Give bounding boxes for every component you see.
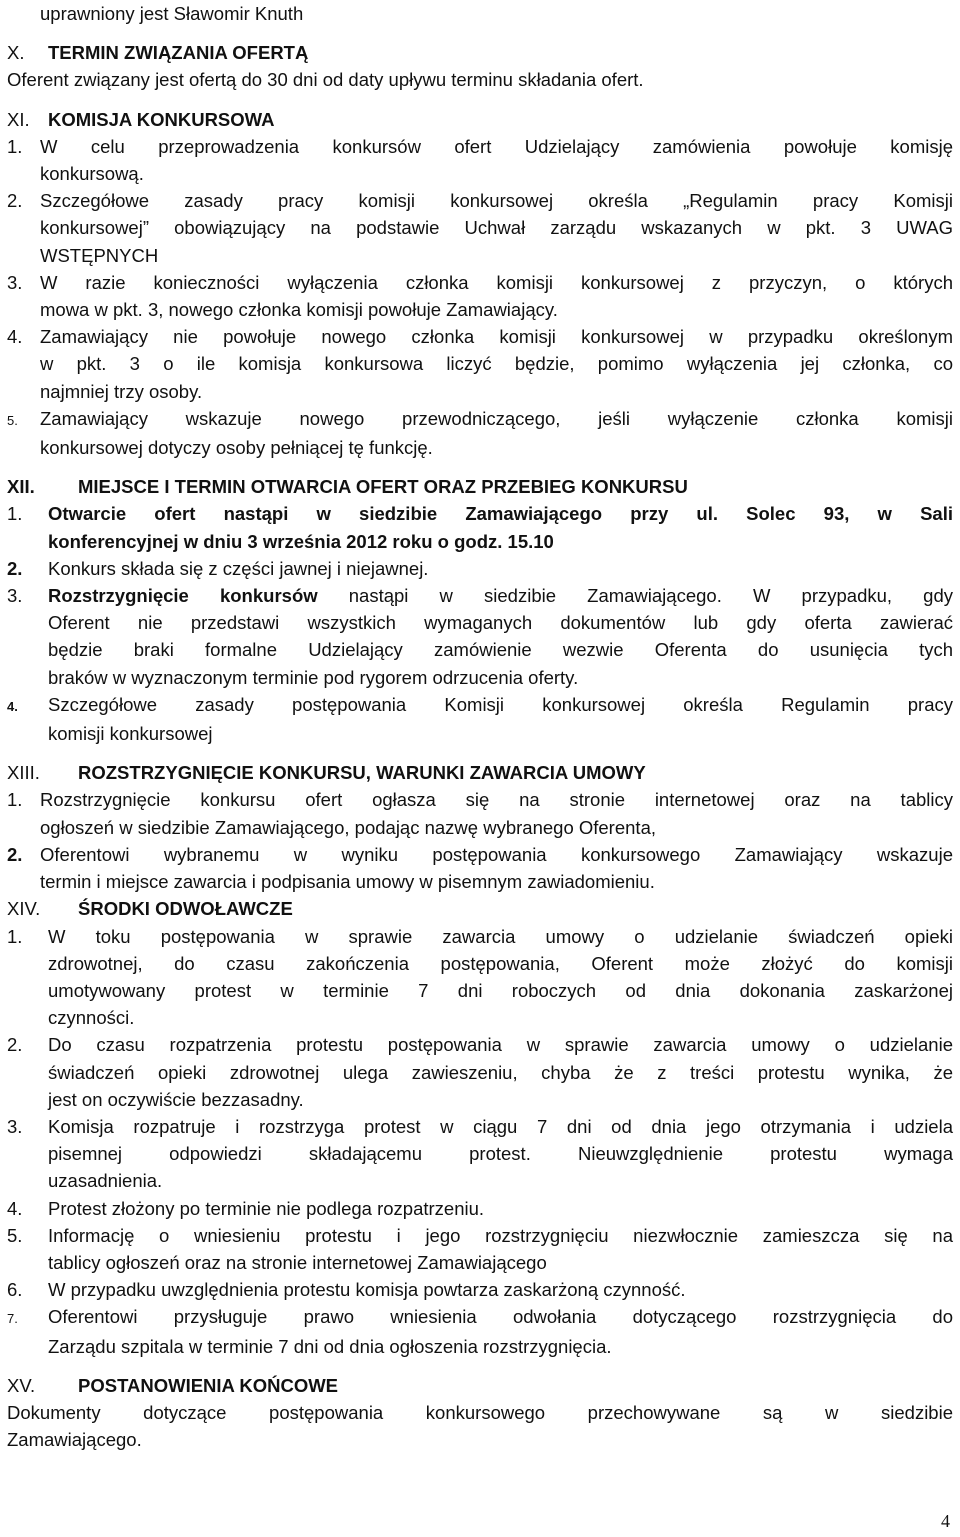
section-number: XI. xyxy=(7,108,30,130)
item-text: najmniej trzy osoby. xyxy=(40,380,203,402)
item-text: braków w wyznaczonym terminie pod rygorem odrzucenia oferty. xyxy=(48,666,579,688)
item-number: 1. xyxy=(7,789,23,811)
item-text: tablicy ogłoszeń oraz na stronie internetowej Zamawiającego xyxy=(48,1251,547,1273)
item-number: 3. xyxy=(7,585,23,607)
list-item xyxy=(7,405,953,461)
item-text: Konkurs składa się z części jawnej i niejawnej. xyxy=(48,557,429,579)
section-15-text: Zamawiającego. xyxy=(7,1429,142,1451)
item-text: Szczegółowe zasady postępowania Komisji konkursowej określa Regulamin pracy xyxy=(48,693,953,715)
top-line: uprawniony jest Sławomir Knuth xyxy=(40,3,304,24)
section-number: XV. xyxy=(7,1374,36,1396)
item-text: konkursowej dotyczy osoby pełniącej tę funkcję. xyxy=(40,437,433,459)
item-text: Rozstrzygnięcie konkursu ofert ogłasza się na stronie internetowej oraz na tablicy xyxy=(40,789,953,811)
item-text: świadczeń opieki zdrowotnej ulega zawieszeniu, chyba że z treści protestu wynika, że xyxy=(48,1061,953,1083)
list-item xyxy=(7,841,953,895)
section-10-heading xyxy=(7,39,953,66)
item-number: 4. xyxy=(7,1197,23,1219)
item-text: Oferentowi przysługuje prawo wniesienia odwołania dotyczącego rozstrzygnięcia do xyxy=(48,1306,953,1328)
section-number: XIV. xyxy=(7,898,41,920)
page-number: 4 xyxy=(941,1511,950,1531)
item-number: 2. xyxy=(7,843,23,865)
item-text: konkursową. xyxy=(40,163,144,185)
item-text: pisemnej odpowiedzi składającemu protest. Nieuwzględnienie protestu wymaga xyxy=(48,1143,953,1165)
item-text: Informację o wniesieniu protestu i jego rozstrzygnięciu niezwłocznie zamieszcza się na xyxy=(48,1224,953,1246)
item-number: 5. xyxy=(7,1224,23,1246)
list-item xyxy=(7,323,953,405)
item-text: W celu przeprowadzenia konkursów ofert Udzielający zamówienia powołuje komisję xyxy=(40,135,953,157)
item-text: W razie konieczności wyłączenia członka komisji konkursowej z przyczyn, o których xyxy=(40,271,953,293)
list-item xyxy=(7,187,953,269)
section-title: TERMIN ZWIĄZANIA OFERTĄ xyxy=(48,42,309,64)
item-number: 3. xyxy=(7,1115,23,1137)
item-text: będzie braki formalne Udzielający zamówienie wezwie Oferenta do usunięcia tych xyxy=(48,639,953,661)
item-text: czynności. xyxy=(48,1007,135,1029)
section-10-text: Oferent związany jest ofertą do 30 dni od daty upływu terminu składania ofert. xyxy=(7,69,644,91)
section-title: ŚRODKI ODWOŁAWCZE xyxy=(78,898,293,920)
item-text: mowa w pkt. 3, nowego członka komisji powołuje Zamawiający. xyxy=(40,299,558,321)
item-text: uzasadnienia. xyxy=(48,1170,163,1192)
list-item xyxy=(7,1113,953,1195)
item-text: konkursowej” obowiązujący na podstawie Uchwał zarządu wskazanych w pkt. 3 UWAG xyxy=(40,217,953,239)
section-title: ROZSTRZYGNIĘCIE KONKURSU, WARUNKI ZAWARCIA UMOWY xyxy=(78,762,646,784)
item-text: Do czasu rozpatrzenia protestu postępowania w sprawie zawarcia umowy o udzielanie xyxy=(48,1034,953,1056)
item-text: termin i miejsce zawarcia i podpisania umowy w pisemnym zawiadomieniu. xyxy=(40,871,655,893)
item-number: 2. xyxy=(7,1034,23,1056)
item-text: ogłoszeń w siedzibie Zamawiającego, podając nazwę wybranego Oferenta, xyxy=(40,816,656,838)
item-text: Zamawiający nie powołuje nowego członka komisji konkursowej w przypadku określonym xyxy=(40,326,953,348)
item-text: Oferent nie przedstawi wszystkich wymaganych dokumentów lub gdy oferta zawierać xyxy=(48,612,953,634)
list-item xyxy=(7,582,953,691)
item-text: Szczegółowe zasady pracy komisji konkursowej określa „Regulamin pracy Komisji xyxy=(40,190,953,212)
item-number: 2. xyxy=(7,190,23,212)
section-number: XIII. xyxy=(7,762,40,784)
item-text: Oferentowi wybranemu w wyniku postępowania konkursowego Zamawiający wskazuje xyxy=(40,843,953,865)
item-text: Otwarcie ofert nastąpi w siedzibie Zamawiającego przy ul. Solec 93, w Sali xyxy=(48,503,953,525)
list-item xyxy=(7,1195,953,1222)
item-text: WSTĘPNYCH xyxy=(40,244,159,266)
section-13-heading xyxy=(7,759,953,786)
list-item xyxy=(7,1276,953,1303)
list-item xyxy=(7,500,953,554)
list-item xyxy=(7,923,953,1032)
item-text: nastąpi w siedzibie Zamawiającego. W przypadku, gdy xyxy=(317,585,953,607)
item-text: konferencyjnej w dniu 3 września 2012 roku o godz. 15.10 xyxy=(48,530,554,552)
list-item xyxy=(7,1222,953,1276)
section-number: XII. xyxy=(7,476,35,498)
item-text: W przypadku uwzględnienia protestu komisja powtarza zaskarżoną czynność. xyxy=(48,1279,686,1301)
list-item xyxy=(7,555,953,582)
item-number: 1. xyxy=(7,925,23,947)
section-number: X. xyxy=(7,42,25,64)
list-item xyxy=(7,133,953,187)
item-number: 6. xyxy=(7,1279,23,1301)
list-item xyxy=(7,786,953,840)
list-item xyxy=(7,269,953,323)
section-15-text: Dokumenty dotyczące postępowania konkursowego przechowywane są w siedzibie xyxy=(7,1401,953,1423)
list-item xyxy=(7,691,953,747)
item-number: 3. xyxy=(7,271,23,293)
item-number: 7. xyxy=(7,1311,18,1327)
section-title: POSTANOWIENIA KOŃCOWE xyxy=(78,1374,339,1396)
section-12-heading xyxy=(7,473,953,500)
section-14-heading xyxy=(7,895,953,922)
section-title: KOMISJA KONKURSOWA xyxy=(48,108,275,130)
item-text: w pkt. 3 o ile komisja konkursowa liczyć będzie, pomimo wyłączenia jej członka, co xyxy=(40,353,953,375)
item-number: 1. xyxy=(7,503,23,525)
list-item xyxy=(7,1031,953,1113)
item-bold-text: Rozstrzygnięcie konkursów xyxy=(48,585,318,607)
item-text: Zamawiający wskazuje nowego przewodniczącego, jeśli wyłączenie członka komisji xyxy=(40,407,953,429)
list-item xyxy=(7,1303,953,1359)
item-text: Protest złożony po terminie nie podlega rozpatrzeniu. xyxy=(48,1197,485,1219)
item-text: Komisja rozpatruje i rozstrzyga protest w ciągu 7 dni od dnia jego otrzymania i udziela xyxy=(48,1115,953,1137)
item-text: umotywowany protest w terminie 7 dni roboczych od dnia dokonania zaskarżonej xyxy=(48,979,953,1001)
document-page xyxy=(7,0,953,1453)
section-title: MIEJSCE I TERMIN OTWARCIA OFERT ORAZ PRZEBIEG KONKURSU xyxy=(78,476,688,498)
section-15-heading xyxy=(7,1372,953,1399)
section-11-heading xyxy=(7,106,953,133)
item-number: 4. xyxy=(7,326,23,348)
item-text: Zarządu szpitala w terminie 7 dni od dnia ogłoszenia rozstrzygnięcia. xyxy=(48,1335,612,1357)
item-number: 2. xyxy=(7,557,23,579)
item-text: komisji konkursowej xyxy=(48,723,213,745)
item-text: zdrowotnej, do czasu zakończenia postępowania, Oferent może złożyć do komisji xyxy=(48,952,953,974)
item-text: W toku postępowania w sprawie zawarcia umowy o udzielanie świadczeń opieki xyxy=(48,925,953,947)
item-text: jest on oczywiście bezzasadny. xyxy=(48,1088,304,1110)
item-number: 4. xyxy=(7,698,18,714)
item-number: 5. xyxy=(7,412,18,428)
item-number: 1. xyxy=(7,135,23,157)
